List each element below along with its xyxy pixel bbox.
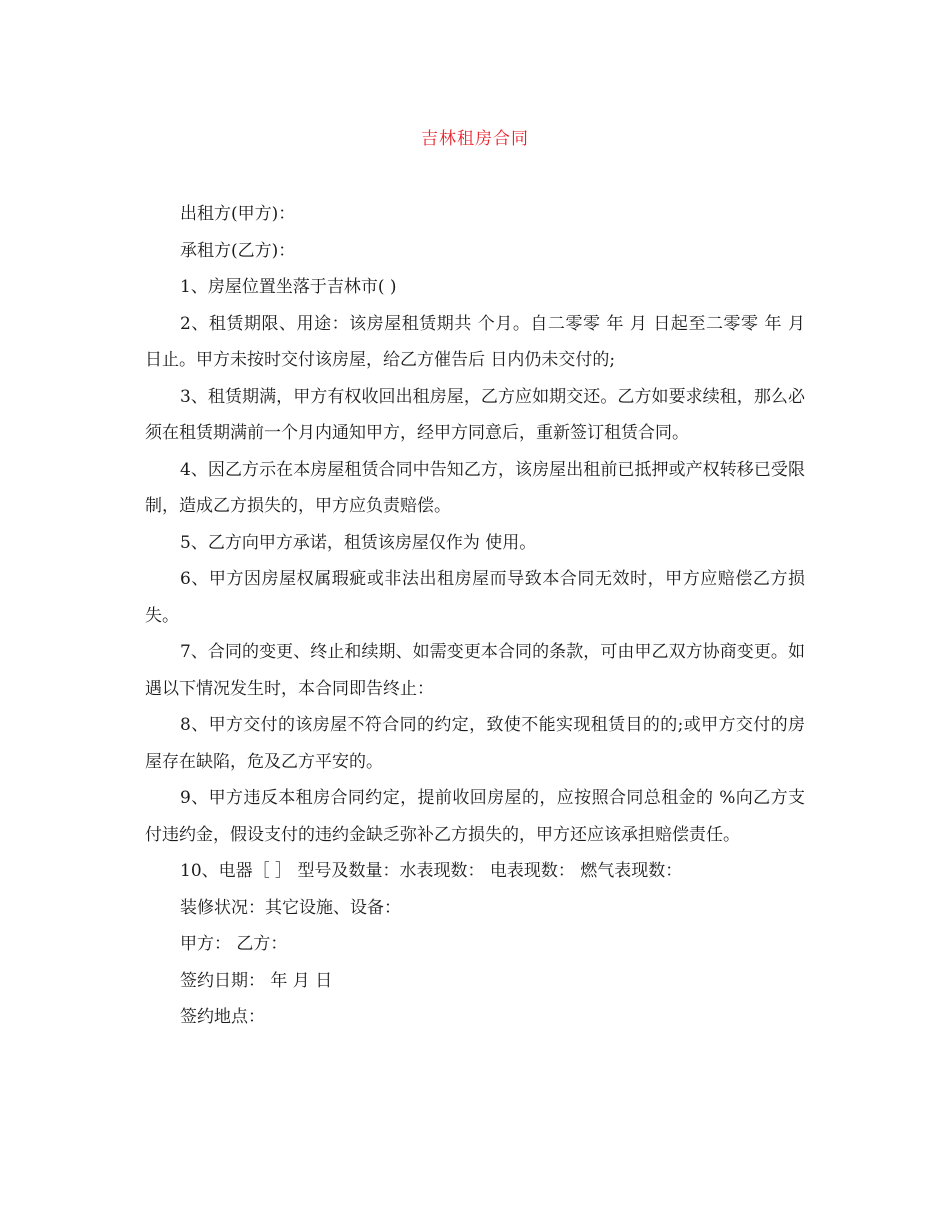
document-body (145, 196, 805, 1036)
signing-date-line: 签约日期： 年 月 日 (180, 970, 333, 991)
clause-1: 1、房屋位置坐落于吉林市( ) (180, 277, 397, 297)
clause-6: 6、甲方因房屋权属瑕疵或非法出租房屋而导致本合同无效时，甲方应赔偿乙方损失。 (145, 569, 805, 626)
clause-4: 4、因乙方示在本房屋租赁合同中告知乙方，该房屋出租前已抵押或产权转移已受限制，造成乙方损失的，甲方应负责赔偿。 (145, 459, 805, 516)
decoration-status-line: 装修状况：其它设施、设备： (180, 897, 401, 918)
clause-2: 2、租赁期限、用途：该房屋租赁期共 个月。自二零零 年 月 日起至二零零 年 月 日止。甲方未按时交付该房屋，给乙方催告后 日内仍未交付的; (145, 313, 805, 370)
clause-7: 7、合同的变更、终止和续期、如需变更本合同的条款，可由甲乙双方协商变更。如遇以下情况发生时，本合同即告终止： (145, 642, 805, 699)
clause-9: 9、甲方违反本租房合同约定，提前收回房屋的，应按照合同总租金的 %向乙方支付违约金，假设支付的违约金缺乏弥补乙方损失的，甲方还应该承担赔偿责任。 (145, 788, 805, 845)
lessee-line: 承租方(乙方)： (180, 240, 296, 261)
document-title: 吉林租房合同 (421, 129, 529, 149)
clause-10: 10、电器［ ］ 型号及数量：水表现数： 电表现数： 燃气表现数： (180, 861, 683, 881)
clause-8: 8、甲方交付的该房屋不符合同的约定，致使不能实现租赁目的的;或甲方交付的房屋存在缺陷，危及乙方平安的。 (145, 715, 805, 772)
signing-place-line: 签约地点： (180, 1007, 265, 1027)
clause-3: 3、租赁期满，甲方有权收回出租房屋，乙方应如期交还。乙方如要求续租，那么必须在租赁期满前一个月内通知甲方，经甲方同意后，重新签订租赁合同。 (145, 386, 805, 443)
lessor-line: 出租方(甲方)： (180, 204, 296, 224)
signatories-line: 甲方： 乙方： (180, 934, 288, 954)
clause-5: 5、乙方向甲方承诺，租赁该房屋仅作为 使用。 (180, 532, 537, 553)
